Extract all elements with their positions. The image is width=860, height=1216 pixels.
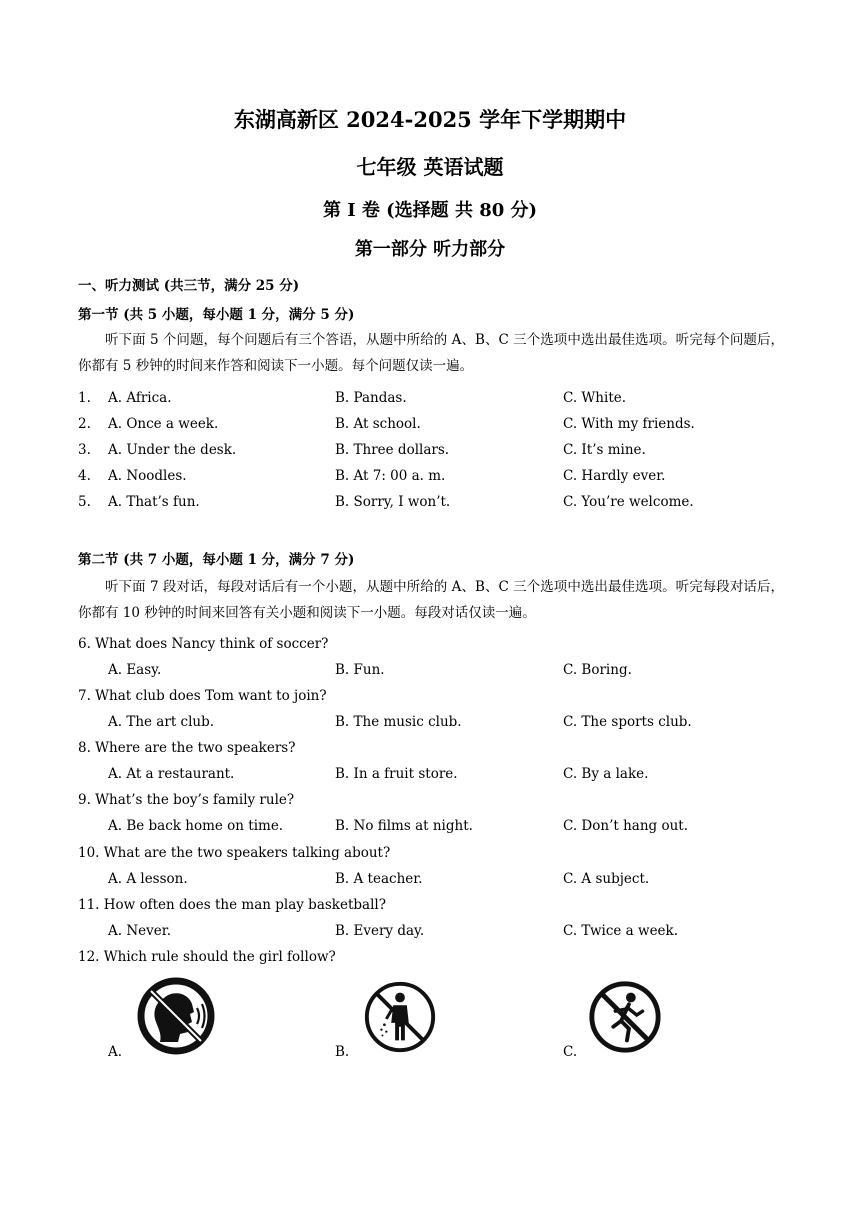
no-running-icon bbox=[586, 978, 664, 1056]
option-b: B. A teacher. bbox=[335, 871, 423, 887]
option-a: A. A lesson. bbox=[108, 871, 188, 887]
option-c: C. The sports club. bbox=[563, 714, 692, 730]
no-talking-icon bbox=[136, 976, 216, 1056]
option-b: B. In a fruit store. bbox=[335, 766, 458, 782]
option-a: A. bbox=[108, 1044, 123, 1060]
option-b: B. Pandas. bbox=[335, 390, 407, 406]
section2-subheading: 第二节 (共 7 小题，每小题 1 分，满分 7 分) bbox=[78, 552, 355, 568]
option-c: C. A subject. bbox=[563, 871, 650, 887]
exam-subtitle: 七年级 英语试题 bbox=[356, 155, 504, 179]
option-a: A. Never. bbox=[108, 923, 172, 939]
option-row bbox=[78, 923, 784, 943]
question-number: 2. bbox=[78, 416, 91, 432]
option-row bbox=[78, 714, 784, 734]
question-number: 1. bbox=[78, 390, 91, 406]
option-b: B. bbox=[335, 1044, 350, 1060]
option-c: C. You’re welcome. bbox=[563, 494, 694, 510]
option-a: A. That’s fun. bbox=[108, 494, 200, 510]
option-row bbox=[78, 818, 784, 838]
option-b: B. At 7: 00 a. m. bbox=[335, 468, 446, 484]
option-c: C. Hardly ever. bbox=[563, 468, 666, 484]
question-text: 7. What club does Tom want to join? bbox=[78, 688, 327, 704]
option-b: B. The music club. bbox=[335, 714, 462, 730]
option-c: C. White. bbox=[563, 390, 627, 406]
option-b: B. Fun. bbox=[335, 662, 385, 678]
option-b: B. No films at night. bbox=[335, 818, 473, 834]
option-c: C. It’s mine. bbox=[563, 442, 646, 458]
option-a: A. Be back home on time. bbox=[108, 818, 284, 834]
option-a: A. Once a week. bbox=[108, 416, 219, 432]
volume-heading: 第 Ⅰ 卷 (选择题 共 80 分) bbox=[322, 200, 538, 221]
section1-subheading: 第一节 (共 5 小题，每小题 1 分，满分 5 分) bbox=[78, 307, 355, 323]
question-row bbox=[78, 442, 784, 462]
option-c: C. By a lake. bbox=[563, 766, 649, 782]
part-heading: 第一部分 听力部分 bbox=[354, 239, 506, 260]
option-b: B. Every day. bbox=[335, 923, 425, 939]
question-row bbox=[78, 390, 784, 410]
option-b: B. At school. bbox=[335, 416, 421, 432]
option-row bbox=[78, 871, 784, 891]
option-a: A. Under the desk. bbox=[108, 442, 237, 458]
option-c: C. Twice a week. bbox=[563, 923, 679, 939]
option-c: C. Don’t hang out. bbox=[563, 818, 688, 834]
option-a: A. Africa. bbox=[108, 390, 172, 406]
option-a: A. The art club. bbox=[108, 714, 215, 730]
option-b: B. Three dollars. bbox=[335, 442, 450, 458]
exam-title: 东湖高新区 2024-2025 学年下学期期中 bbox=[233, 107, 627, 132]
section-heading: 一、听力测试 (共三节，满分 25 分) bbox=[78, 278, 300, 294]
option-row bbox=[78, 662, 784, 682]
question-row bbox=[78, 494, 784, 514]
question-text: 11. How often does the man play basketball? bbox=[78, 897, 386, 913]
question-text: 9. What’s the boy’s family rule? bbox=[78, 792, 295, 808]
section1-instructions: 听下面 5 个问题，每个问题后有三个答语，从题中所给的 A、B、C 三个选项中选出最佳选项。听完每个问题后，你都有 5 秒钟的时间来作答和阅读下一小题。每个问题仅读一遍。 bbox=[78, 332, 784, 374]
option-a: A. Easy. bbox=[108, 662, 162, 678]
question-text: 8. Where are the two speakers? bbox=[78, 740, 296, 756]
question-number: 4. bbox=[78, 468, 91, 484]
question-number: 3. bbox=[78, 442, 91, 458]
no-littering-icon bbox=[361, 978, 439, 1056]
question-text: 12. Which rule should the girl follow? bbox=[78, 949, 336, 965]
question-number: 5. bbox=[78, 494, 91, 510]
option-c: C. bbox=[563, 1044, 578, 1060]
question-text: 6. What does Nancy think of soccer? bbox=[78, 636, 329, 652]
option-c: C. With my friends. bbox=[563, 416, 695, 432]
question-row bbox=[78, 468, 784, 488]
option-c: C. Boring. bbox=[563, 662, 632, 678]
option-a: A. At a restaurant. bbox=[108, 766, 235, 782]
option-b: B. Sorry, I won’t. bbox=[335, 494, 451, 510]
option-a: A. Noodles. bbox=[108, 468, 187, 484]
option-row bbox=[78, 766, 784, 786]
section2-instructions: 听下面 7 段对话，每段对话后有一个小题，从题中所给的 A、B、C 三个选项中选出最佳选项。听完每段对话后，你都有 10 秒钟的时间来回答有关小题和阅读下一小题。每段对话仅读一遍。 bbox=[78, 579, 784, 621]
question-row bbox=[78, 416, 784, 436]
question-text: 10. What are the two speakers talking about? bbox=[78, 845, 391, 861]
